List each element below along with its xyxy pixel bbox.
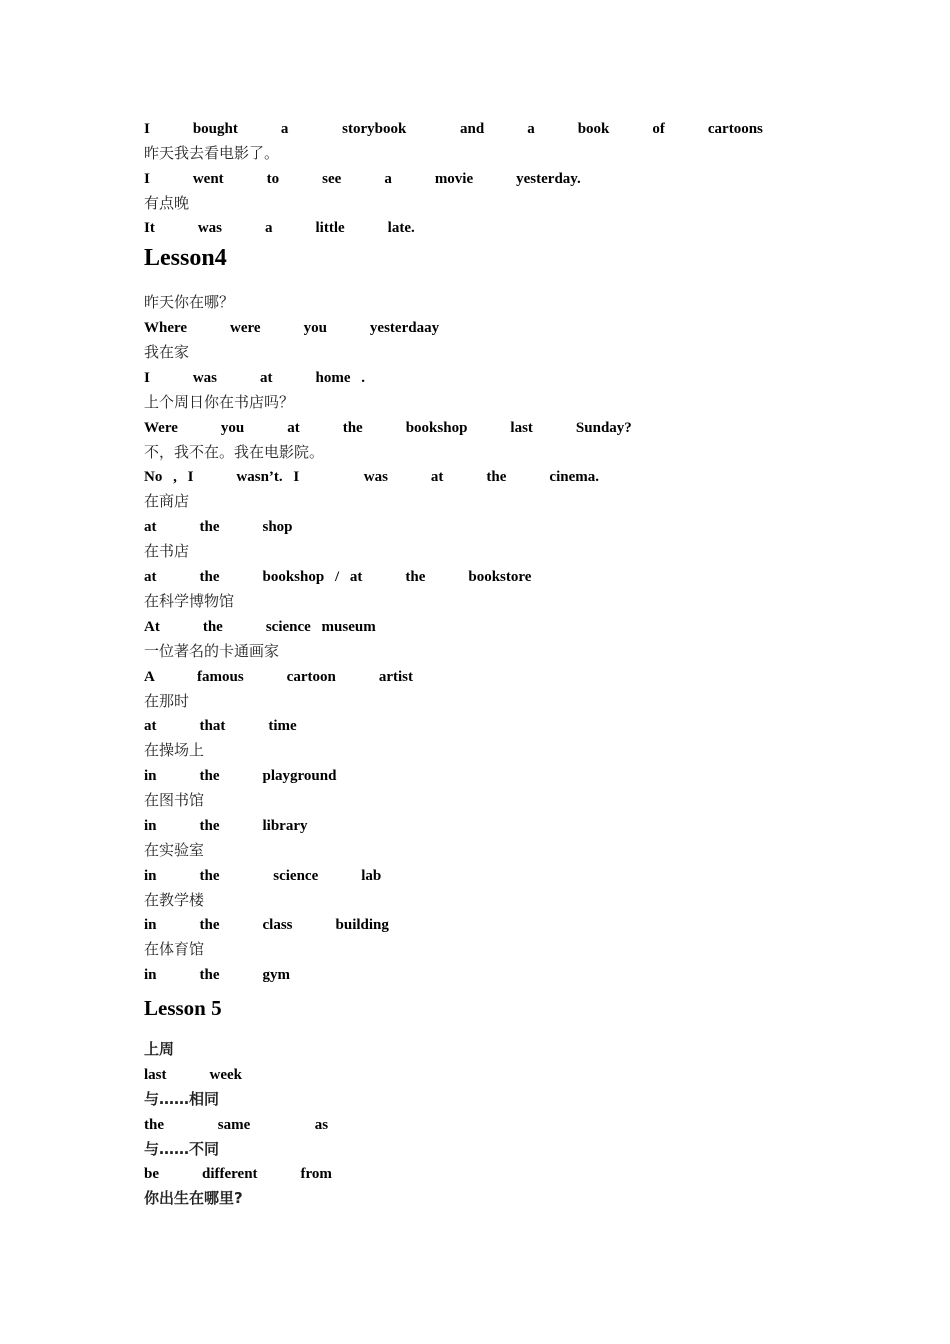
text-line: I bought a storybook and a book of cartoons bbox=[144, 121, 763, 137]
text-line: 在实验室 bbox=[144, 841, 205, 859]
text-line: 在教学楼 bbox=[144, 891, 205, 909]
text-line: 在书店 bbox=[144, 542, 190, 560]
text-line: 一位著名的卡通画家 bbox=[144, 642, 280, 660]
text-line: in the playground bbox=[144, 768, 337, 784]
text-line: 在科学博物馆 bbox=[144, 592, 235, 610]
text-line: in the gym bbox=[144, 967, 290, 983]
text-line: 我在家 bbox=[144, 343, 190, 361]
text-line: 与……不同 bbox=[144, 1140, 220, 1158]
text-line: 你出生在哪里? bbox=[144, 1189, 243, 1207]
text-line: 有点晚 bbox=[144, 194, 190, 212]
text-line: 昨天你在哪？ bbox=[144, 293, 235, 311]
text-line: last week bbox=[144, 1067, 242, 1083]
text-line: 在体育馆 bbox=[144, 940, 205, 958]
lesson-heading: Lesson4 bbox=[144, 245, 227, 271]
text-line: at the bookshop / at the bookstore bbox=[144, 569, 532, 585]
text-line: 不，我不在。我在电影院。 bbox=[144, 443, 325, 461]
text-line: in the science lab bbox=[144, 868, 382, 884]
text-line: Were you at the bookshop last Sunday? bbox=[144, 420, 632, 436]
text-line: at that time bbox=[144, 718, 297, 734]
text-line: be different from bbox=[144, 1166, 332, 1182]
text-line: A famous cartoon artist bbox=[144, 669, 413, 685]
text-line: in the library bbox=[144, 818, 308, 834]
text-line: No , I wasn’t. I was at the cinema. bbox=[144, 469, 599, 485]
text-line: at the shop bbox=[144, 519, 293, 535]
text-line: At the science museum bbox=[144, 619, 376, 635]
text-line: in the class building bbox=[144, 917, 389, 933]
text-line: 与……相同 bbox=[144, 1090, 220, 1108]
lesson-heading: Lesson 5 bbox=[144, 996, 222, 1020]
text-line: 昨天我去看电影了。 bbox=[144, 144, 280, 162]
text-line: 上周 bbox=[144, 1040, 175, 1058]
text-line: I went to see a movie yesterday. bbox=[144, 171, 581, 187]
text-line: Where were you yesterdaay bbox=[144, 320, 440, 336]
text-line: 在商店 bbox=[144, 492, 190, 510]
text-line: It was a little late. bbox=[144, 220, 415, 236]
text-line: I was at home . bbox=[144, 370, 365, 386]
text-line: the same as bbox=[144, 1117, 329, 1133]
text-line: 在图书馆 bbox=[144, 791, 205, 809]
text-line: 上个周日你在书店吗？ bbox=[144, 393, 295, 411]
text-line: 在操场上 bbox=[144, 741, 205, 759]
text-line: 在那时 bbox=[144, 692, 190, 710]
